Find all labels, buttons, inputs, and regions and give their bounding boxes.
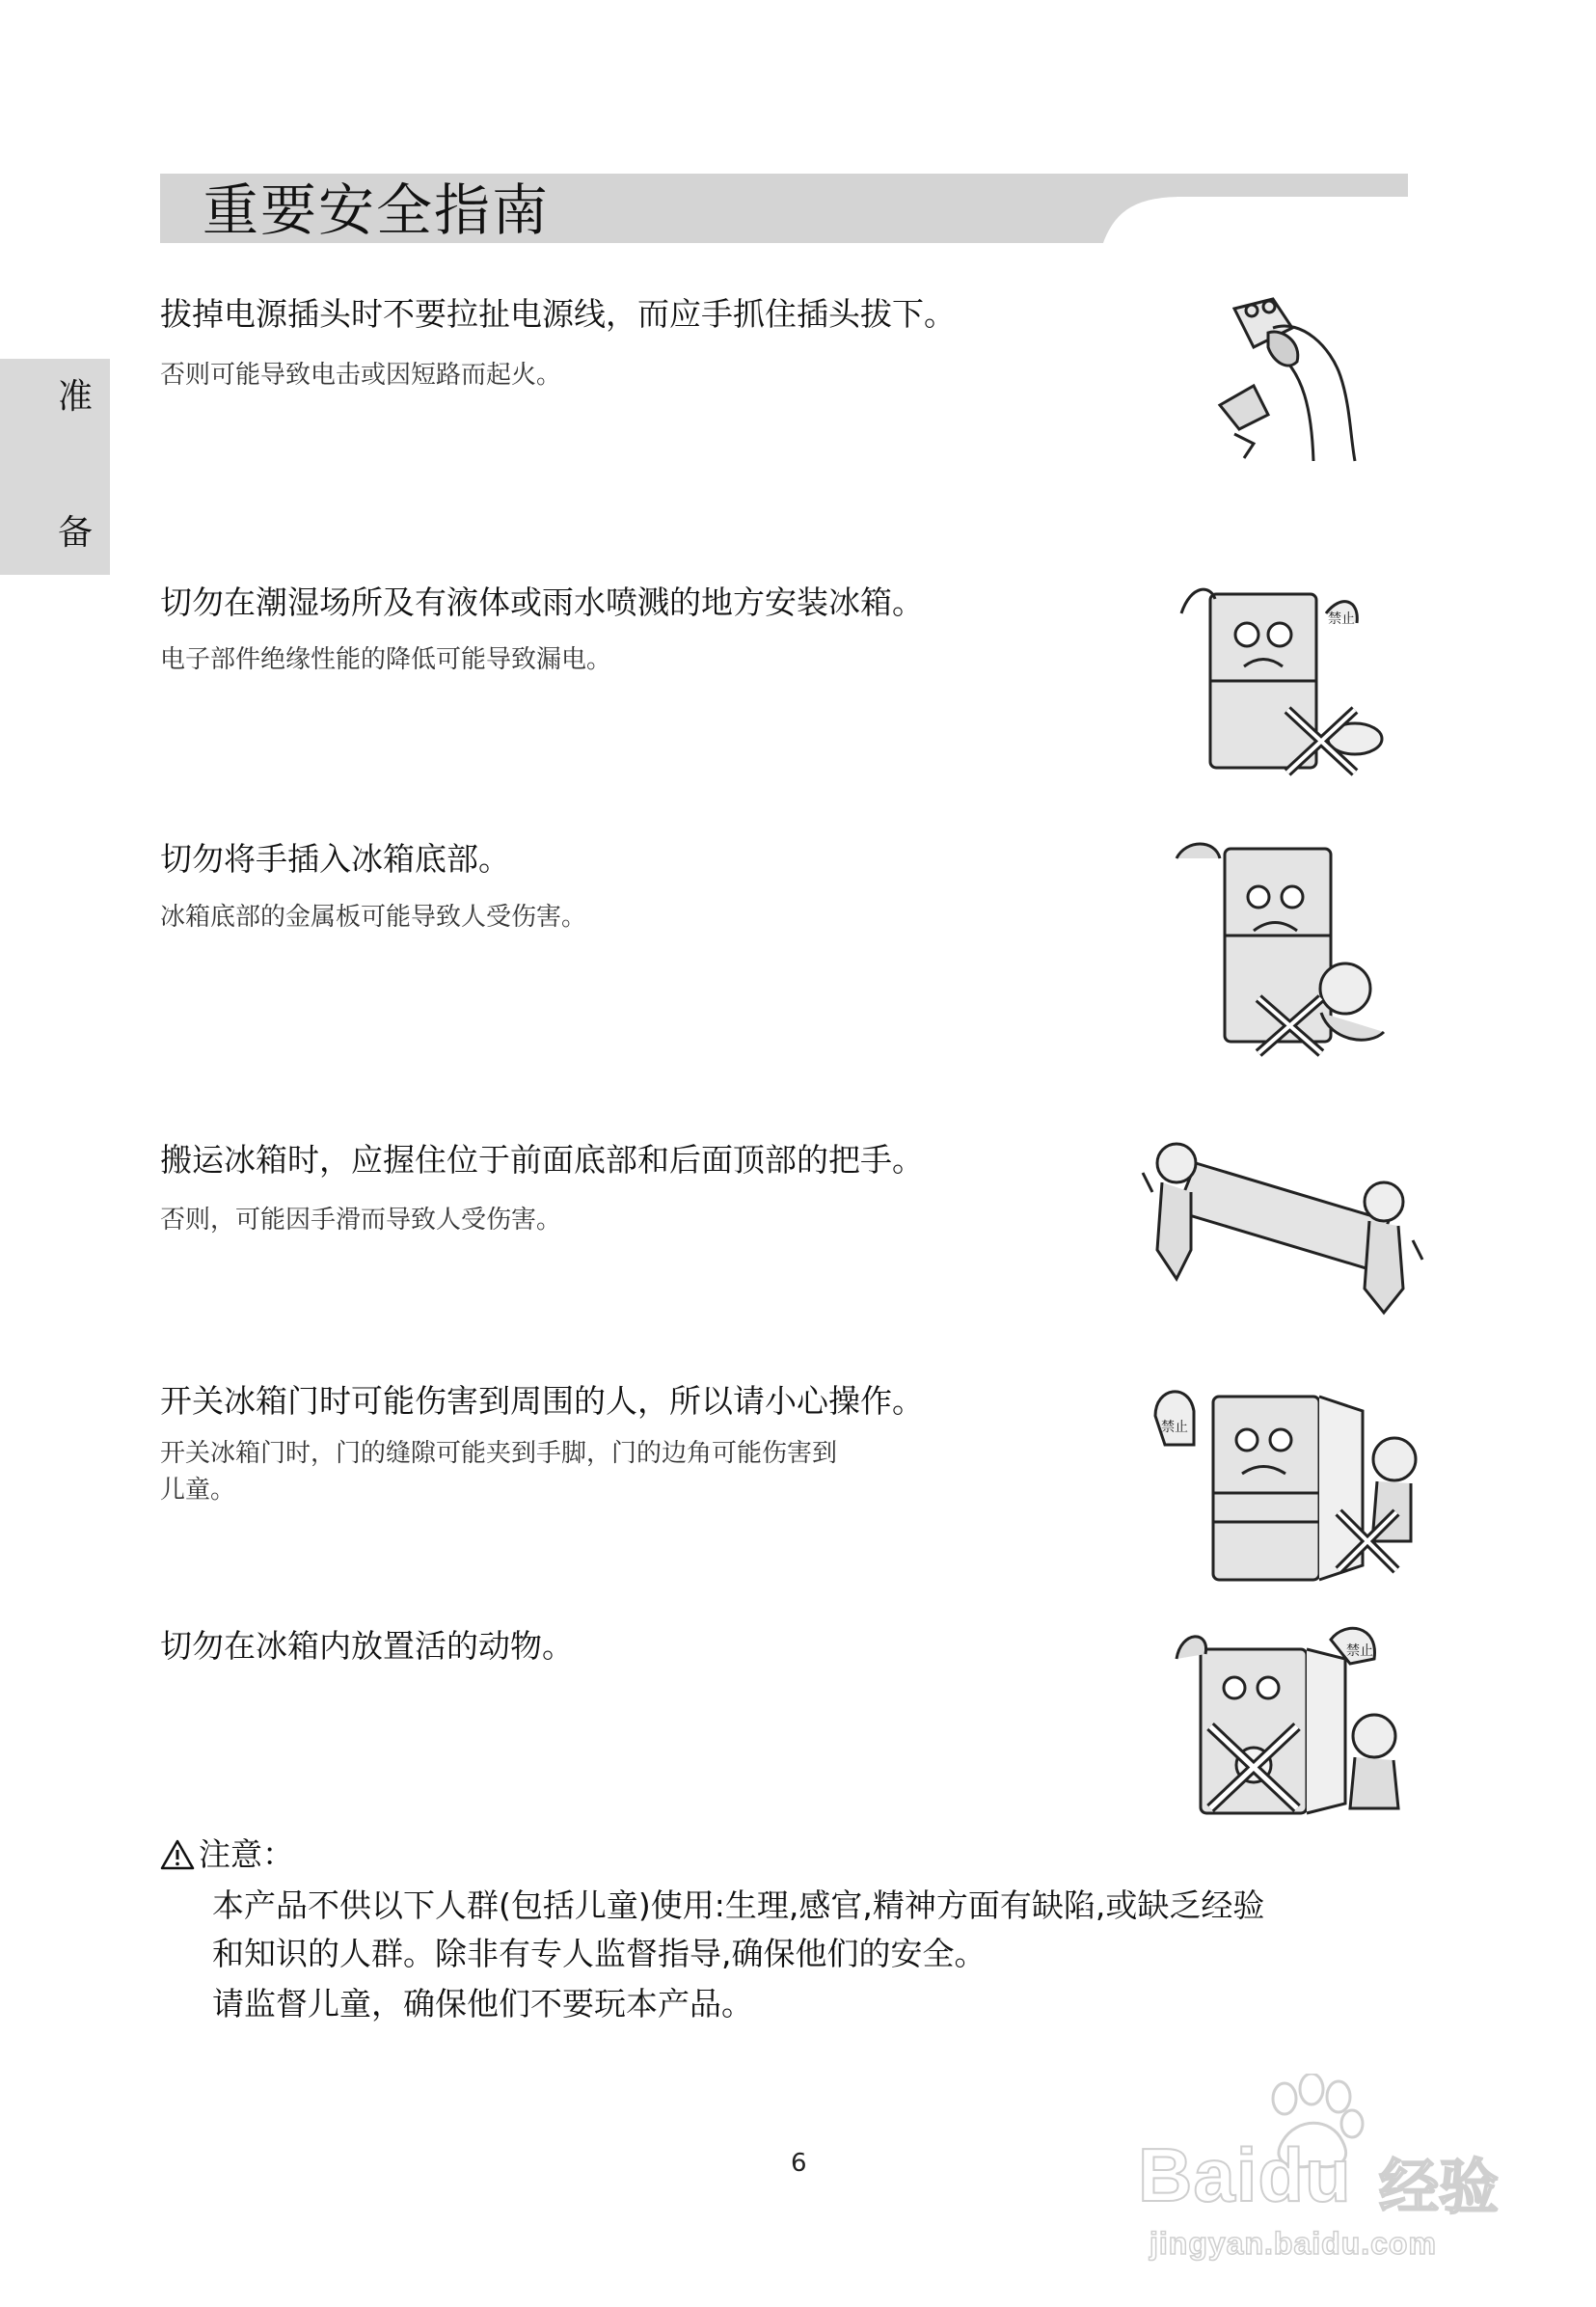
section-3-title: 切勿将手插入冰箱底部。	[160, 840, 510, 878]
caution-line-3: 请监督儿童，确保他们不要玩本产品。	[212, 1985, 753, 2022]
wet-location-illustration	[1172, 575, 1393, 782]
warning-triangle-icon	[160, 1839, 195, 1870]
hand-under-fridge-illustration	[1167, 829, 1398, 1061]
watermark-brand: Baidu	[1138, 2132, 1352, 2217]
forbid-label: 禁止	[1346, 1643, 1373, 1659]
section-3-desc: 冰箱底部的金属板可能导致人受伤害。	[160, 903, 587, 932]
forbid-label: 禁止	[1161, 1420, 1188, 1435]
caution-line-1: 本产品不供以下人群(包括儿童)使用:生理,感官,精神方面有缺陷,或缺乏经验	[212, 1886, 1265, 1924]
side-tab-char-1: 准	[58, 377, 94, 417]
section-2-title: 切勿在潮湿场所及有液体或雨水喷溅的地方安装冰箱。	[160, 584, 924, 621]
no-animals-illustration	[1172, 1620, 1413, 1818]
page-number: 6	[791, 2149, 807, 2178]
caution-heading	[160, 1834, 294, 1875]
section-6-title: 切勿在冰箱内放置活的动物。	[160, 1627, 574, 1665]
caution-heading-text: 注意：	[199, 1835, 294, 1873]
forbid-label: 禁止	[1328, 611, 1355, 627]
section-1-desc: 否则可能导致电击或因短路而起火。	[160, 361, 562, 390]
section-5-title: 开关冰箱门时可能伤害到周围的人，所以请小心操作。	[160, 1382, 924, 1420]
section-5-desc-1: 开关冰箱门时，门的缝隙可能夹到手脚，门的边角可能伤害到	[160, 1439, 838, 1468]
watermark-brand-cn: 经验	[1379, 2152, 1500, 2222]
unplug-illustration	[1215, 289, 1360, 463]
caution-line-2: 和知识的人群。除非有专人监督指导,确保他们的安全。	[212, 1935, 987, 1972]
section-4-desc: 否则，可能因手滑而导致人受伤害。	[160, 1206, 562, 1235]
side-tab	[0, 359, 110, 575]
side-tab-char-2: 备	[58, 513, 94, 553]
section-2-desc: 电子部件绝缘性能的降低可能导致漏电。	[160, 645, 612, 674]
door-open-illustration	[1136, 1368, 1425, 1585]
watermark-url: jingyan.baidu.com	[1150, 2226, 1437, 2261]
section-1-title: 拔掉电源插头时不要拉扯电源线，而应手抓住插头拔下。	[160, 295, 956, 333]
section-5-desc-2: 儿童。	[160, 1476, 236, 1505]
page-title: 重要安全指南	[203, 177, 551, 243]
carry-fridge-illustration	[1138, 1134, 1427, 1322]
section-4-title: 搬运冰箱时，应握住位于前面底部和后面顶部的把手。	[160, 1141, 924, 1179]
